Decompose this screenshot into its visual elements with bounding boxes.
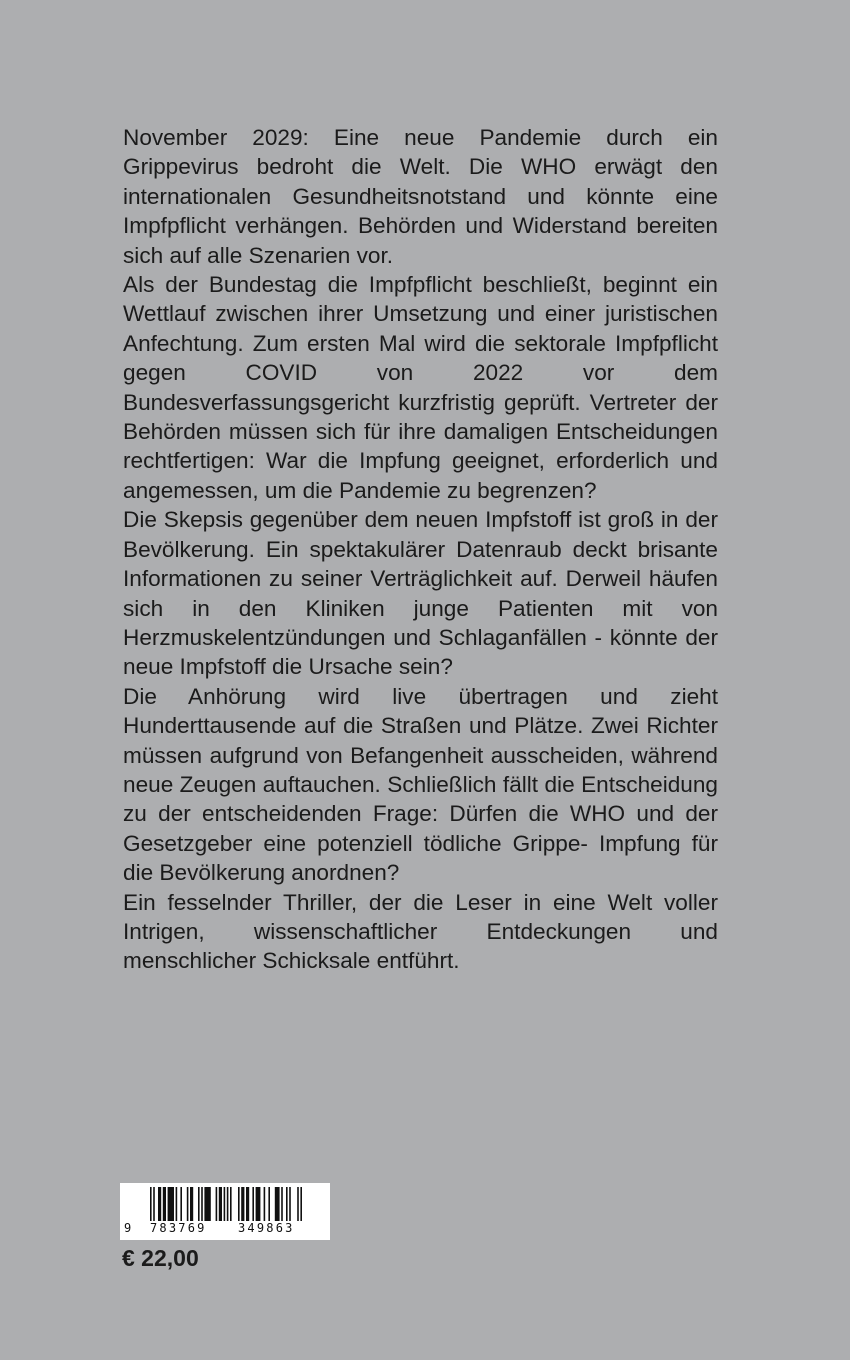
- barcode-bar: [246, 1187, 249, 1221]
- barcode-bar: [275, 1187, 280, 1221]
- barcode-bar: [268, 1187, 270, 1221]
- barcode-bar: [150, 1187, 152, 1221]
- barcode-bar: [187, 1187, 189, 1221]
- barcode-digits-right: 349863: [238, 1221, 295, 1235]
- barcode-bar: [158, 1187, 161, 1221]
- barcode-bar: [190, 1187, 193, 1221]
- barcode-bar: [256, 1187, 261, 1221]
- barcode-bar: [180, 1187, 182, 1221]
- barcode-bar: [238, 1187, 240, 1221]
- barcode-bar: [286, 1187, 288, 1221]
- barcode-bar: [281, 1187, 283, 1221]
- barcode-bar: [224, 1187, 226, 1221]
- barcode-bar: [241, 1187, 244, 1221]
- blurb-paragraph-1: November 2029: Eine neue Pandemie durch ein Grippevirus bedroht die Welt. Die WHO erwägt den internationalen Gesundheitsnotstand und könnte eine Impfpflicht verhängen. Behörden und Widerstand bereiten sich auf alle Szenarien vor.: [123, 125, 718, 268]
- barcode-bar: [300, 1187, 302, 1221]
- barcode-bar: [289, 1187, 291, 1221]
- isbn-barcode: [120, 1183, 330, 1240]
- barcode-bar: [168, 1187, 174, 1221]
- barcode-bar: [297, 1187, 299, 1221]
- barcode-bar: [163, 1187, 166, 1221]
- barcode-bar: [176, 1187, 178, 1221]
- barcode-bar: [227, 1187, 229, 1221]
- barcode-digits-left: 783769: [150, 1221, 207, 1235]
- barcode-bars: [120, 1183, 330, 1225]
- barcode-bar: [198, 1187, 200, 1221]
- barcode-bar: [230, 1187, 232, 1221]
- barcode-bar: [219, 1187, 222, 1221]
- barcode-bar: [264, 1187, 266, 1221]
- barcode-digits: [120, 1221, 330, 1239]
- blurb-paragraph-2: Als der Bundestag die Impfpflicht beschließt, beginnt ein Wettlauf zwischen ihrer Umsetzung und einer juristischen Anfechtung. Zum ersten Mal wird die sektorale Impfpflicht gegen COVID von 2022 vor dem Bundesverfassungsgericht kurzfristig geprüft. Vertreter der Behörden müssen sich für ihre damaligen Entscheidungen rechtfertigen: War die Impfung geeignet, erforderlich und angemessen, um die Pandemie zu begrenzen?: [123, 272, 718, 503]
- barcode-digit-first: 9: [124, 1221, 134, 1235]
- barcode-bar: [201, 1187, 203, 1221]
- barcode-bar: [216, 1187, 218, 1221]
- price-label: € 22,00: [122, 1245, 199, 1271]
- blurb-paragraph-3: Die Skepsis gegenüber dem neuen Impfstoff ist groß in der Bevölkerung. Ein spektakulärer Datenraub deckt brisante Informationen zu seiner Verträglichkeit auf. Derweil häufen sich in den Kliniken junge Patienten mit von Herzmuskelentzündungen und Schlaganfällen - könnte der neue Impfstoff die Ursache sein?: [123, 507, 718, 680]
- barcode-bar: [204, 1187, 210, 1221]
- barcode-bar: [153, 1187, 155, 1221]
- barcode-bar: [252, 1187, 254, 1221]
- blurb-paragraph-4: Die Anhörung wird live übertragen und zieht Hunderttausende auf die Straßen und Plätze. Zwei Richter müssen aufgrund von Befangenheit ausscheiden, während neue Zeugen auftauchen. Schließlich fällt die Entscheidung zu der entscheidenden Frage: Dürfen die WHO und der Gesetzgeber eine potenziell tödliche Grippe- Impfung für die Bevölkerung anordnen?: [123, 683, 718, 886]
- back-cover-blurb: [123, 123, 718, 976]
- blurb-paragraph-5: Ein fesselnder Thriller, der die Leser in eine Welt voller Intrigen, wissenschaftlicher Entdeckungen und menschlicher Schicksale entführt.: [123, 889, 718, 974]
